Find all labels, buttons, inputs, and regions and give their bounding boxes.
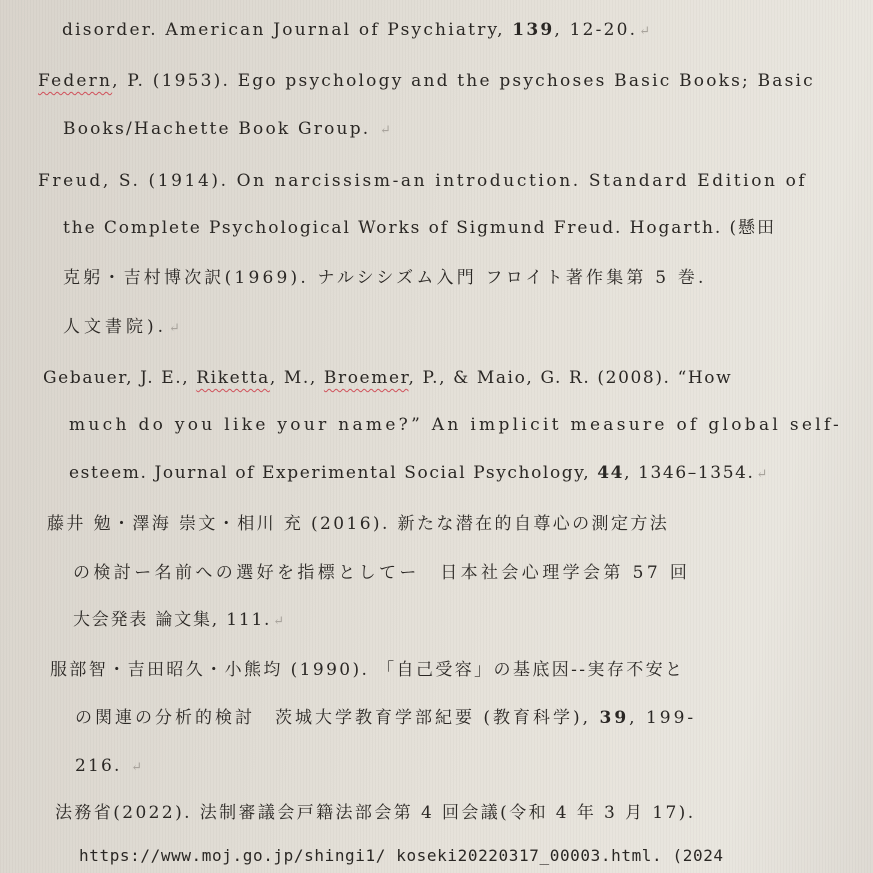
text: the Complete Psychological Works of Sigmund Freud. Hogarth. (懸田 <box>63 218 776 238</box>
text: 216. <box>75 756 130 776</box>
reference-federn-line-2 <box>63 119 391 141</box>
text: Books/Hachette Book Group. <box>63 119 378 139</box>
paragraph-mark-icon: ↵ <box>379 123 391 138</box>
text: Gebauer, J. E., <box>43 368 197 388</box>
text: , 12-20. <box>554 20 638 40</box>
reference-freud-line-4 <box>63 317 180 339</box>
text: 法務省(2022). 法制審議会戸籍法部会第 4 回会議(令和 4 年 3 月 17). <box>55 803 696 823</box>
text: 藤井 勉・澤海 崇文・相川 充 (2016). 新たな潜在的自尊心の測定方法 <box>47 514 670 534</box>
text: disorder. American Journal of Psychiatry, <box>62 20 513 40</box>
text: 大会発表 論文集, 111. <box>73 610 272 630</box>
spellcheck-flagged-word[interactable]: Federn <box>38 71 113 91</box>
volume-number: 44 <box>597 463 625 483</box>
reference-fujii-line-3 <box>73 610 284 632</box>
reference-federn-line-1 <box>38 71 815 91</box>
reference-moj-line-2 <box>79 846 724 866</box>
reference-hattori-line-2 <box>75 708 696 728</box>
paragraph-mark-icon: ↵ <box>131 760 143 775</box>
paragraph-mark-icon: ↵ <box>273 614 285 629</box>
reference-gebauer-line-1 <box>43 368 732 388</box>
text: 人文書院). <box>63 317 168 337</box>
text: , P. (1953). Ego psychology and the psychoses Basic Books; Basic <box>112 71 815 91</box>
volume-number: 39 <box>599 708 630 728</box>
text: much do you like your name?” An implicit measure of global self- <box>69 415 842 435</box>
reference-hattori-line-3 <box>75 756 142 778</box>
reference-line <box>62 20 650 42</box>
volume-number: 139 <box>512 20 555 40</box>
text: 克躬・吉村博次訳(1969). ナルシシズム入門 フロイト著作集第 5 巻. <box>63 268 707 288</box>
spellcheck-flagged-word[interactable]: Broemer <box>323 368 409 388</box>
text: 服部智・吉田昭久・小熊均 (1990). 「自己受容」の基底因--実存不安と <box>50 660 685 680</box>
reference-fujii-line-1 <box>47 514 669 534</box>
reference-fujii-line-2 <box>73 563 690 583</box>
spellcheck-flagged-word[interactable]: Riketta <box>196 368 270 388</box>
reference-gebauer-line-3 <box>69 463 767 485</box>
text: , 1346–1354. <box>624 463 755 483</box>
text: Freud, S. (1914). On narcissism-an introduction. Standard Edition of <box>38 171 808 191</box>
paragraph-mark-icon: ↵ <box>756 467 768 482</box>
text: の関連の分析的検討 茨城大学教育学部紀要 (教育科学), <box>75 708 600 728</box>
reference-gebauer-line-2 <box>69 415 842 435</box>
reference-moj-line-1 <box>55 803 696 823</box>
reference-freud-line-2 <box>63 218 776 238</box>
paragraph-mark-icon: ↵ <box>169 321 180 336</box>
reference-hattori-line-1 <box>50 660 684 680</box>
text: , 199- <box>629 708 697 728</box>
text: , M., <box>269 368 324 388</box>
reference-freud-line-3 <box>63 268 707 288</box>
text: esteem. Journal of Experimental Social Psychology, <box>69 463 598 483</box>
text: の検討ー名前への選好を指標としてー 日本社会心理学会第 57 回 <box>73 563 691 583</box>
url-text: https://www.moj.go.jp/shingi1/ koseki20220317_00003.html. (2024 <box>79 846 724 865</box>
paragraph-mark-icon: ↵ <box>639 24 651 39</box>
text: , P., & Maio, G. R. (2008). “How <box>408 368 733 388</box>
reference-freud-line-1 <box>38 171 807 191</box>
